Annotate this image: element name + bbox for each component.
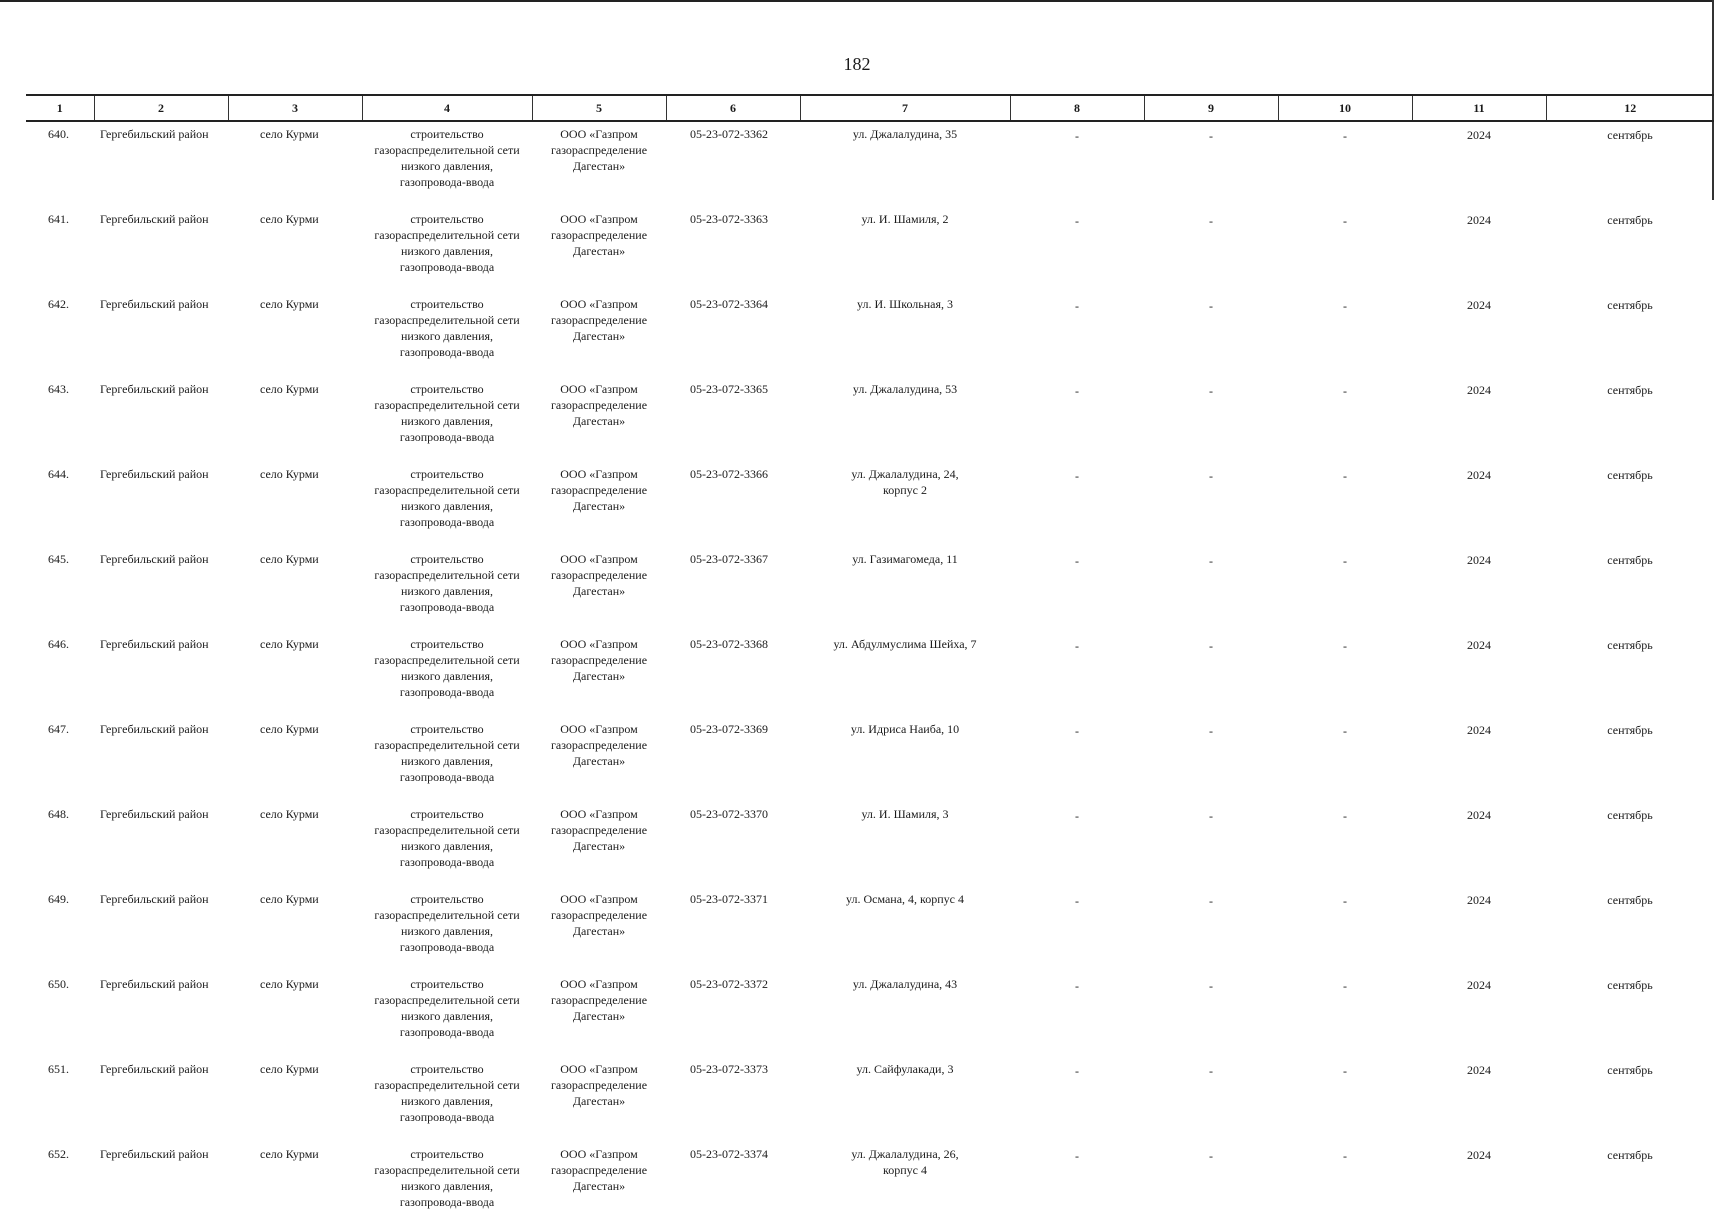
work-description-line: низкого давления, bbox=[400, 244, 494, 258]
column-header: 5 bbox=[532, 95, 666, 121]
work-description-line: низкого давления, bbox=[400, 754, 494, 768]
work-description-line: газораспределительной сети bbox=[374, 483, 520, 497]
organization-line: Дагестан» bbox=[572, 414, 626, 428]
column-8-cell: - bbox=[1075, 299, 1079, 313]
district-cell: Гергебильский район bbox=[100, 382, 209, 396]
locality-cell: село Курми bbox=[260, 1062, 319, 1076]
table-row bbox=[26, 972, 1714, 1057]
organization-line: ООО «Газпром bbox=[560, 637, 638, 651]
work-description-line: газораспределительной сети bbox=[374, 313, 520, 327]
month-cell: сентябрь bbox=[1607, 298, 1653, 312]
address-line: ул. Идриса Наиба, 10 bbox=[850, 722, 960, 736]
column-header: 8 bbox=[1010, 95, 1144, 121]
work-description-line: низкого давления, bbox=[400, 159, 494, 173]
table-row bbox=[26, 717, 1714, 802]
column-8-cell: - bbox=[1075, 1064, 1079, 1078]
month-cell: сентябрь bbox=[1607, 468, 1653, 482]
column-8-cell: - bbox=[1075, 894, 1079, 908]
address-line: ул. И. Шамиля, 3 bbox=[861, 807, 949, 821]
column-8-cell: - bbox=[1075, 129, 1079, 143]
column-header: 10 bbox=[1278, 95, 1412, 121]
work-description-line: газопровода-ввода bbox=[399, 1110, 495, 1124]
organization-cell bbox=[532, 1057, 666, 1142]
address-line: ул. И. Школьная, 3 bbox=[856, 297, 954, 311]
organization-cell bbox=[532, 887, 666, 972]
address-cell bbox=[800, 462, 1010, 547]
work-description-line: строительство bbox=[410, 127, 484, 141]
organization-line: ООО «Газпром bbox=[560, 722, 638, 736]
row-number: 647. bbox=[48, 722, 69, 736]
work-description-cell bbox=[362, 632, 532, 717]
work-description-line: газопровода-ввода bbox=[399, 515, 495, 529]
column-header: 2 bbox=[94, 95, 228, 121]
table-row bbox=[26, 887, 1714, 972]
address-line: ул. И. Шамиля, 2 bbox=[861, 212, 949, 226]
work-description-line: газораспределительной сети bbox=[374, 143, 520, 157]
row-number: 642. bbox=[48, 297, 69, 311]
column-9-cell: - bbox=[1209, 554, 1213, 568]
address-cell bbox=[800, 887, 1010, 972]
organization-line: газораспределение bbox=[550, 823, 648, 837]
column-9-cell: - bbox=[1209, 1064, 1213, 1078]
locality-cell: село Курми bbox=[260, 552, 319, 566]
column-8-cell: - bbox=[1075, 554, 1079, 568]
month-cell: сентябрь bbox=[1607, 978, 1653, 992]
organization-line: ООО «Газпром bbox=[560, 127, 638, 141]
work-description-cell bbox=[362, 121, 532, 207]
organization-line: ООО «Газпром bbox=[560, 977, 638, 991]
address-line: ул. Джалалудина, 35 bbox=[852, 127, 958, 141]
organization-line: газораспределение bbox=[550, 313, 648, 327]
organization-line: Дагестан» bbox=[572, 1094, 626, 1108]
row-number: 648. bbox=[48, 807, 69, 821]
work-description-line: газопровода-ввода bbox=[399, 430, 495, 444]
year-cell: 2024 bbox=[1467, 128, 1491, 142]
work-description-line: газораспределительной сети bbox=[374, 568, 520, 582]
year-cell: 2024 bbox=[1467, 468, 1491, 482]
object-code-cell: 05-23-072-3369 bbox=[690, 722, 768, 736]
address-cell bbox=[800, 1142, 1010, 1227]
organization-line: Дагестан» bbox=[572, 1179, 626, 1193]
address-line: корпус 4 bbox=[883, 1163, 927, 1177]
object-code-cell: 05-23-072-3368 bbox=[690, 637, 768, 651]
address-line: ул. Сайфулакади, 3 bbox=[856, 1062, 954, 1076]
column-9-cell: - bbox=[1209, 639, 1213, 653]
column-9-cell: - bbox=[1209, 809, 1213, 823]
row-number: 640. bbox=[48, 127, 69, 141]
year-cell: 2024 bbox=[1467, 893, 1491, 907]
address-cell bbox=[800, 547, 1010, 632]
month-cell: сентябрь bbox=[1607, 1148, 1653, 1162]
month-cell: сентябрь bbox=[1607, 213, 1653, 227]
work-description-line: низкого давления, bbox=[400, 414, 494, 428]
work-description-line: строительство bbox=[410, 1062, 484, 1076]
column-9-cell: - bbox=[1209, 214, 1213, 228]
column-8-cell: - bbox=[1075, 1149, 1079, 1163]
table-row bbox=[26, 377, 1714, 462]
object-code-cell: 05-23-072-3373 bbox=[690, 1062, 768, 1076]
table-body bbox=[26, 121, 1714, 1227]
column-header: 11 bbox=[1412, 95, 1546, 121]
work-description-line: строительство bbox=[410, 382, 484, 396]
organization-line: газораспределение bbox=[550, 738, 648, 752]
table-row bbox=[26, 632, 1714, 717]
column-8-cell: - bbox=[1075, 639, 1079, 653]
month-cell: сентябрь bbox=[1607, 638, 1653, 652]
locality-cell: село Курми bbox=[260, 807, 319, 821]
object-code-cell: 05-23-072-3366 bbox=[690, 467, 768, 481]
row-number: 644. bbox=[48, 467, 69, 481]
column-header: 3 bbox=[228, 95, 362, 121]
work-description-line: строительство bbox=[410, 637, 484, 651]
organization-line: газораспределение bbox=[550, 483, 648, 497]
column-9-cell: - bbox=[1209, 129, 1213, 143]
work-description-cell bbox=[362, 887, 532, 972]
table-row bbox=[26, 207, 1714, 292]
column-9-cell: - bbox=[1209, 299, 1213, 313]
work-description-line: строительство bbox=[410, 977, 484, 991]
table-row bbox=[26, 802, 1714, 887]
organization-line: Дагестан» bbox=[572, 244, 626, 258]
organization-line: Дагестан» bbox=[572, 499, 626, 513]
work-description-line: строительство bbox=[410, 722, 484, 736]
work-description-cell bbox=[362, 292, 532, 377]
organization-cell bbox=[532, 547, 666, 632]
organization-cell bbox=[532, 207, 666, 292]
object-code-cell: 05-23-072-3365 bbox=[690, 382, 768, 396]
month-cell: сентябрь bbox=[1607, 808, 1653, 822]
district-cell: Гергебильский район bbox=[100, 1147, 209, 1161]
column-9-cell: - bbox=[1209, 1149, 1213, 1163]
organization-line: ООО «Газпром bbox=[560, 892, 638, 906]
object-code-cell: 05-23-072-3372 bbox=[690, 977, 768, 991]
work-description-line: газораспределительной сети bbox=[374, 1078, 520, 1092]
row-number: 652. bbox=[48, 1147, 69, 1161]
work-description-line: низкого давления, bbox=[400, 1009, 494, 1023]
column-10-cell: - bbox=[1343, 639, 1347, 653]
year-cell: 2024 bbox=[1467, 383, 1491, 397]
column-10-cell: - bbox=[1343, 1064, 1347, 1078]
locality-cell: село Курми bbox=[260, 637, 319, 651]
work-description-line: низкого давления, bbox=[400, 584, 494, 598]
organization-line: Дагестан» bbox=[572, 1009, 626, 1023]
organization-line: Дагестан» bbox=[572, 669, 626, 683]
district-cell: Гергебильский район bbox=[100, 637, 209, 651]
work-description-line: строительство bbox=[410, 1147, 484, 1161]
organization-line: Дагестан» bbox=[572, 584, 626, 598]
row-number: 645. bbox=[48, 552, 69, 566]
work-description-line: газопровода-ввода bbox=[399, 1025, 495, 1039]
table-row bbox=[26, 462, 1714, 547]
data-table bbox=[26, 94, 1714, 1227]
year-cell: 2024 bbox=[1467, 808, 1491, 822]
column-8-cell: - bbox=[1075, 724, 1079, 738]
organization-cell bbox=[532, 717, 666, 802]
organization-line: ООО «Газпром bbox=[560, 1147, 638, 1161]
locality-cell: село Курми bbox=[260, 722, 319, 736]
year-cell: 2024 bbox=[1467, 638, 1491, 652]
work-description-line: строительство bbox=[410, 467, 484, 481]
table-row bbox=[26, 292, 1714, 377]
row-number: 649. bbox=[48, 892, 69, 906]
column-header: 6 bbox=[666, 95, 800, 121]
work-description-line: газораспределительной сети bbox=[374, 993, 520, 1007]
locality-cell: село Курми bbox=[260, 892, 319, 906]
organization-line: газораспределение bbox=[550, 568, 648, 582]
work-description-line: газораспределительной сети bbox=[374, 823, 520, 837]
address-cell bbox=[800, 717, 1010, 802]
work-description-line: газопровода-ввода bbox=[399, 1195, 495, 1209]
column-10-cell: - bbox=[1343, 894, 1347, 908]
organization-line: газораспределение bbox=[550, 1163, 648, 1177]
row-number: 641. bbox=[48, 212, 69, 226]
organization-line: газораспределение bbox=[550, 653, 648, 667]
organization-cell bbox=[532, 462, 666, 547]
district-cell: Гергебильский район bbox=[100, 212, 209, 226]
column-10-cell: - bbox=[1343, 469, 1347, 483]
object-code-cell: 05-23-072-3370 bbox=[690, 807, 768, 821]
work-description-line: низкого давления, bbox=[400, 924, 494, 938]
organization-cell bbox=[532, 377, 666, 462]
row-number: 646. bbox=[48, 637, 69, 651]
table-row bbox=[26, 1057, 1714, 1142]
district-cell: Гергебильский район bbox=[100, 467, 209, 481]
locality-cell: село Курми bbox=[260, 1147, 319, 1161]
organization-cell bbox=[532, 1142, 666, 1227]
organization-line: ООО «Газпром bbox=[560, 807, 638, 821]
month-cell: сентябрь bbox=[1607, 723, 1653, 737]
work-description-line: низкого давления, bbox=[400, 329, 494, 343]
column-9-cell: - bbox=[1209, 979, 1213, 993]
organization-line: ООО «Газпром bbox=[560, 297, 638, 311]
row-number: 651. bbox=[48, 1062, 69, 1076]
work-description-line: строительство bbox=[410, 552, 484, 566]
work-description-line: газопровода-ввода bbox=[399, 855, 495, 869]
organization-line: ООО «Газпром bbox=[560, 382, 638, 396]
district-cell: Гергебильский район bbox=[100, 127, 209, 141]
address-line: корпус 2 bbox=[883, 483, 927, 497]
organization-line: ООО «Газпром bbox=[560, 212, 638, 226]
organization-cell bbox=[532, 292, 666, 377]
organization-cell bbox=[532, 121, 666, 207]
month-cell: сентябрь bbox=[1607, 553, 1653, 567]
work-description-cell bbox=[362, 1057, 532, 1142]
address-line: ул. Джалалудина, 53 bbox=[852, 382, 958, 396]
object-code-cell: 05-23-072-3367 bbox=[690, 552, 768, 566]
column-8-cell: - bbox=[1075, 384, 1079, 398]
address-cell bbox=[800, 121, 1010, 207]
row-number: 643. bbox=[48, 382, 69, 396]
column-10-cell: - bbox=[1343, 384, 1347, 398]
column-9-cell: - bbox=[1209, 724, 1213, 738]
work-description-line: газораспределительной сети bbox=[374, 1163, 520, 1177]
locality-cell: село Курми bbox=[260, 212, 319, 226]
column-10-cell: - bbox=[1343, 554, 1347, 568]
organization-line: ООО «Газпром bbox=[560, 467, 638, 481]
district-cell: Гергебильский район bbox=[100, 1062, 209, 1076]
organization-line: газораспределение bbox=[550, 143, 648, 157]
work-description-cell bbox=[362, 377, 532, 462]
organization-cell bbox=[532, 802, 666, 887]
district-cell: Гергебильский район bbox=[100, 977, 209, 991]
year-cell: 2024 bbox=[1467, 1063, 1491, 1077]
month-cell: сентябрь bbox=[1607, 383, 1653, 397]
district-cell: Гергебильский район bbox=[100, 807, 209, 821]
district-cell: Гергебильский район bbox=[100, 892, 209, 906]
column-header: 4 bbox=[362, 95, 532, 121]
address-line: ул. Джалалудина, 24, bbox=[851, 467, 959, 481]
work-description-cell bbox=[362, 717, 532, 802]
organization-line: Дагестан» bbox=[572, 329, 626, 343]
work-description-cell bbox=[362, 802, 532, 887]
district-cell: Гергебильский район bbox=[100, 552, 209, 566]
column-10-cell: - bbox=[1343, 299, 1347, 313]
column-8-cell: - bbox=[1075, 214, 1079, 228]
year-cell: 2024 bbox=[1467, 213, 1491, 227]
work-description-cell bbox=[362, 462, 532, 547]
work-description-line: газопровода-ввода bbox=[399, 260, 495, 274]
column-8-cell: - bbox=[1075, 809, 1079, 823]
work-description-line: газопровода-ввода bbox=[399, 345, 495, 359]
address-line: ул. Османа, 4, корпус 4 bbox=[845, 892, 964, 906]
organization-line: Дагестан» bbox=[572, 159, 626, 173]
year-cell: 2024 bbox=[1467, 723, 1491, 737]
work-description-line: газопровода-ввода bbox=[399, 770, 495, 784]
column-10-cell: - bbox=[1343, 809, 1347, 823]
address-cell bbox=[800, 377, 1010, 462]
district-cell: Гергебильский район bbox=[100, 722, 209, 736]
organization-line: газораспределение bbox=[550, 228, 648, 242]
column-10-cell: - bbox=[1343, 979, 1347, 993]
object-code-cell: 05-23-072-3374 bbox=[690, 1147, 768, 1161]
address-cell bbox=[800, 207, 1010, 292]
organization-cell bbox=[532, 972, 666, 1057]
locality-cell: село Курми bbox=[260, 297, 319, 311]
year-cell: 2024 bbox=[1467, 298, 1491, 312]
work-description-cell bbox=[362, 1142, 532, 1227]
month-cell: сентябрь bbox=[1607, 893, 1653, 907]
locality-cell: село Курми bbox=[260, 382, 319, 396]
work-description-line: газораспределительной сети bbox=[374, 738, 520, 752]
table-row bbox=[26, 1142, 1714, 1227]
top-rule bbox=[0, 0, 1714, 2]
district-cell: Гергебильский район bbox=[100, 297, 209, 311]
work-description-line: низкого давления, bbox=[400, 669, 494, 683]
column-10-cell: - bbox=[1343, 129, 1347, 143]
month-cell: сентябрь bbox=[1607, 1063, 1653, 1077]
address-line: ул. Джалалудина, 43 bbox=[852, 977, 958, 991]
row-number: 650. bbox=[48, 977, 69, 991]
work-description-line: низкого давления, bbox=[400, 839, 494, 853]
organization-line: газораспределение bbox=[550, 908, 648, 922]
object-code-cell: 05-23-072-3363 bbox=[690, 212, 768, 226]
address-cell bbox=[800, 632, 1010, 717]
column-10-cell: - bbox=[1343, 214, 1347, 228]
locality-cell: село Курми bbox=[260, 977, 319, 991]
organization-line: Дагестан» bbox=[572, 754, 626, 768]
organization-line: ООО «Газпром bbox=[560, 552, 638, 566]
column-header: 12 bbox=[1546, 95, 1714, 121]
address-line: ул. Газимагомеда, 11 bbox=[852, 552, 958, 566]
column-header: 9 bbox=[1144, 95, 1278, 121]
work-description-line: газопровода-ввода bbox=[399, 685, 495, 699]
address-line: ул. Абдулмуслима Шейха, 7 bbox=[833, 637, 977, 651]
work-description-line: строительство bbox=[410, 807, 484, 821]
work-description-line: газопровода-ввода bbox=[399, 940, 495, 954]
locality-cell: село Курми bbox=[260, 127, 319, 141]
work-description-line: строительство bbox=[410, 297, 484, 311]
column-9-cell: - bbox=[1209, 894, 1213, 908]
work-description-cell bbox=[362, 972, 532, 1057]
work-description-line: газораспределительной сети bbox=[374, 908, 520, 922]
year-cell: 2024 bbox=[1467, 1148, 1491, 1162]
organization-line: Дагестан» bbox=[572, 839, 626, 853]
column-10-cell: - bbox=[1343, 724, 1347, 738]
organization-line: газораспределение bbox=[550, 1078, 648, 1092]
work-description-line: газопровода-ввода bbox=[399, 600, 495, 614]
month-cell: сентябрь bbox=[1607, 128, 1653, 142]
work-description-line: газораспределительной сети bbox=[374, 653, 520, 667]
organization-line: ООО «Газпром bbox=[560, 1062, 638, 1076]
work-description-line: строительство bbox=[410, 212, 484, 226]
work-description-line: низкого давления, bbox=[400, 499, 494, 513]
column-header: 1 bbox=[26, 95, 94, 121]
work-description-cell bbox=[362, 547, 532, 632]
address-cell bbox=[800, 972, 1010, 1057]
table-row bbox=[26, 121, 1714, 207]
work-description-line: низкого давления, bbox=[400, 1094, 494, 1108]
column-9-cell: - bbox=[1209, 384, 1213, 398]
year-cell: 2024 bbox=[1467, 553, 1491, 567]
column-10-cell: - bbox=[1343, 1149, 1347, 1163]
column-8-cell: - bbox=[1075, 469, 1079, 483]
organization-line: газораспределение bbox=[550, 398, 648, 412]
work-description-line: газопровода-ввода bbox=[399, 175, 495, 189]
object-code-cell: 05-23-072-3364 bbox=[690, 297, 768, 311]
work-description-cell bbox=[362, 207, 532, 292]
object-code-cell: 05-23-072-3371 bbox=[690, 892, 768, 906]
organization-line: газораспределение bbox=[550, 993, 648, 1007]
year-cell: 2024 bbox=[1467, 978, 1491, 992]
header-row bbox=[26, 95, 1714, 121]
address-cell bbox=[800, 292, 1010, 377]
page-number: 182 bbox=[843, 54, 871, 74]
organization-cell bbox=[532, 632, 666, 717]
address-cell bbox=[800, 802, 1010, 887]
locality-cell: село Курми bbox=[260, 467, 319, 481]
table-row bbox=[26, 547, 1714, 632]
work-description-line: низкого давления, bbox=[400, 1179, 494, 1193]
column-header: 7 bbox=[800, 95, 1010, 121]
organization-line: Дагестан» bbox=[572, 924, 626, 938]
column-9-cell: - bbox=[1209, 469, 1213, 483]
work-description-line: газораспределительной сети bbox=[374, 398, 520, 412]
address-line: ул. Джалалудина, 26, bbox=[851, 1147, 959, 1161]
column-8-cell: - bbox=[1075, 979, 1079, 993]
work-description-line: строительство bbox=[410, 892, 484, 906]
address-cell bbox=[800, 1057, 1010, 1142]
object-code-cell: 05-23-072-3362 bbox=[690, 127, 768, 141]
work-description-line: газораспределительной сети bbox=[374, 228, 520, 242]
